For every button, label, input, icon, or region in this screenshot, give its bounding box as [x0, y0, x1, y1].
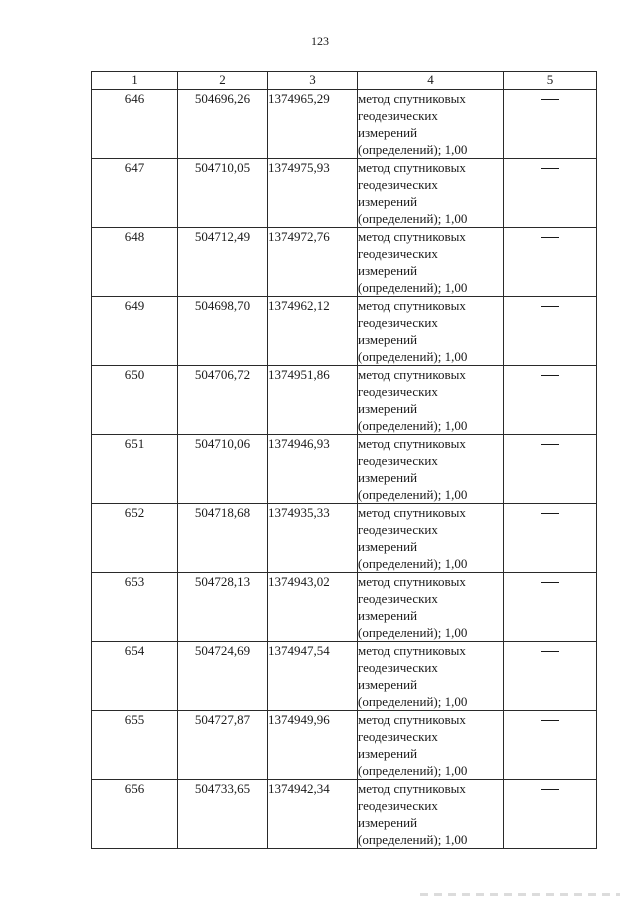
method-cell — [358, 159, 504, 228]
point-number-cell: 648 — [92, 228, 178, 297]
method-cell — [358, 711, 504, 780]
x-coordinate-cell: 504733,65 — [178, 780, 268, 849]
x-coordinate-cell: 504696,26 — [178, 90, 268, 159]
method-line: метод спутниковых — [358, 712, 466, 727]
method-cell — [358, 642, 504, 711]
method-line: геодезических — [358, 453, 438, 468]
point-number-cell: 647 — [92, 159, 178, 228]
x-coordinate-cell: 504710,05 — [178, 159, 268, 228]
method-line: (определений); 1,00 — [358, 625, 468, 640]
x-coordinate-cell: 504728,13 — [178, 573, 268, 642]
y-coordinate-cell: 1374975,93 — [268, 159, 358, 228]
header-col-3: 3 — [268, 72, 358, 90]
x-coordinate-cell: 504727,87 — [178, 711, 268, 780]
dash-mark — [541, 582, 559, 583]
method-line: геодезических — [358, 246, 438, 261]
y-coordinate-cell: 1374951,86 — [268, 366, 358, 435]
method-line: измерений — [358, 746, 418, 761]
method-line: геодезических — [358, 660, 438, 675]
method-line: метод спутниковых — [358, 229, 466, 244]
point-number-cell: 651 — [92, 435, 178, 504]
y-coordinate-cell: 1374946,93 — [268, 435, 358, 504]
method-line: геодезических — [358, 591, 438, 606]
method-line: (определений); 1,00 — [358, 280, 468, 295]
method-cell — [358, 504, 504, 573]
header-col-1: 1 — [92, 72, 178, 90]
method-line: геодезических — [358, 729, 438, 744]
method-line: измерений — [358, 401, 418, 416]
dash-mark — [541, 168, 559, 169]
method-line: измерений — [358, 470, 418, 485]
method-line: измерений — [358, 539, 418, 554]
table-row — [92, 573, 597, 642]
note-cell — [504, 642, 597, 711]
dash-mark — [541, 789, 559, 790]
note-cell — [504, 90, 597, 159]
method-line: измерений — [358, 608, 418, 623]
table-row — [92, 435, 597, 504]
note-cell — [504, 573, 597, 642]
method-cell — [358, 573, 504, 642]
scan-footer-artifact — [420, 893, 620, 896]
x-coordinate-cell: 504718,68 — [178, 504, 268, 573]
y-coordinate-cell: 1374962,12 — [268, 297, 358, 366]
method-line: геодезических — [358, 177, 438, 192]
table-row — [92, 90, 597, 159]
method-line: (определений); 1,00 — [358, 349, 468, 364]
point-number-cell: 650 — [92, 366, 178, 435]
dash-mark — [541, 375, 559, 376]
y-coordinate-cell: 1374935,33 — [268, 504, 358, 573]
dash-mark — [541, 237, 559, 238]
header-col-4: 4 — [358, 72, 504, 90]
method-line: (определений); 1,00 — [358, 763, 468, 778]
y-coordinate-cell: 1374965,29 — [268, 90, 358, 159]
point-number-cell: 653 — [92, 573, 178, 642]
header-col-5: 5 — [504, 72, 597, 90]
method-line: (определений); 1,00 — [358, 211, 468, 226]
method-line: метод спутниковых — [358, 367, 466, 382]
y-coordinate-cell: 1374947,54 — [268, 642, 358, 711]
method-line: измерений — [358, 332, 418, 347]
y-coordinate-cell: 1374943,02 — [268, 573, 358, 642]
table-row — [92, 642, 597, 711]
method-line: метод спутниковых — [358, 643, 466, 658]
table-header — [92, 72, 597, 90]
point-number-cell: 646 — [92, 90, 178, 159]
x-coordinate-cell: 504706,72 — [178, 366, 268, 435]
table-row — [92, 297, 597, 366]
method-line: геодезических — [358, 522, 438, 537]
coordinates-table — [91, 71, 597, 849]
method-line: измерений — [358, 263, 418, 278]
page-number: 123 — [311, 34, 329, 48]
dash-mark — [541, 513, 559, 514]
y-coordinate-cell: 1374942,34 — [268, 780, 358, 849]
table-row — [92, 159, 597, 228]
method-line: (определений); 1,00 — [358, 487, 468, 502]
method-line: измерений — [358, 677, 418, 692]
note-cell — [504, 504, 597, 573]
note-cell — [504, 435, 597, 504]
method-line: (определений); 1,00 — [358, 832, 468, 847]
note-cell — [504, 159, 597, 228]
method-line: геодезических — [358, 384, 438, 399]
method-cell — [358, 90, 504, 159]
method-line: геодезических — [358, 798, 438, 813]
method-line: метод спутниковых — [358, 505, 466, 520]
method-line: метод спутниковых — [358, 298, 466, 313]
method-line: метод спутниковых — [358, 781, 466, 796]
x-coordinate-cell: 504698,70 — [178, 297, 268, 366]
header-row — [92, 72, 597, 90]
table-row — [92, 228, 597, 297]
method-line: (определений); 1,00 — [358, 694, 468, 709]
method-line: (определений); 1,00 — [358, 142, 468, 157]
method-line: геодезических — [358, 315, 438, 330]
method-line: (определений); 1,00 — [358, 556, 468, 571]
header-col-2: 2 — [178, 72, 268, 90]
method-line: метод спутниковых — [358, 574, 466, 589]
method-line: метод спутниковых — [358, 436, 466, 451]
method-cell — [358, 435, 504, 504]
x-coordinate-cell: 504712,49 — [178, 228, 268, 297]
x-coordinate-cell: 504710,06 — [178, 435, 268, 504]
table-body — [92, 90, 597, 849]
point-number-cell: 649 — [92, 297, 178, 366]
note-cell — [504, 228, 597, 297]
table-row — [92, 780, 597, 849]
note-cell — [504, 366, 597, 435]
dash-mark — [541, 444, 559, 445]
method-line: метод спутниковых — [358, 91, 466, 106]
method-cell — [358, 780, 504, 849]
y-coordinate-cell: 1374972,76 — [268, 228, 358, 297]
x-coordinate-cell: 504724,69 — [178, 642, 268, 711]
dash-mark — [541, 99, 559, 100]
method-cell — [358, 228, 504, 297]
method-line: метод спутниковых — [358, 160, 466, 175]
point-number-cell: 654 — [92, 642, 178, 711]
dash-mark — [541, 720, 559, 721]
method-cell — [358, 366, 504, 435]
dash-mark — [541, 306, 559, 307]
method-line: измерений — [358, 815, 418, 830]
method-line: измерений — [358, 125, 418, 140]
point-number-cell: 655 — [92, 711, 178, 780]
method-line: измерений — [358, 194, 418, 209]
note-cell — [504, 780, 597, 849]
point-number-cell: 652 — [92, 504, 178, 573]
table-row — [92, 711, 597, 780]
y-coordinate-cell: 1374949,96 — [268, 711, 358, 780]
table-row — [92, 366, 597, 435]
note-cell — [504, 711, 597, 780]
method-line: геодезических — [358, 108, 438, 123]
table-row — [92, 504, 597, 573]
method-cell — [358, 297, 504, 366]
note-cell — [504, 297, 597, 366]
method-line: (определений); 1,00 — [358, 418, 468, 433]
point-number-cell: 656 — [92, 780, 178, 849]
dash-mark — [541, 651, 559, 652]
